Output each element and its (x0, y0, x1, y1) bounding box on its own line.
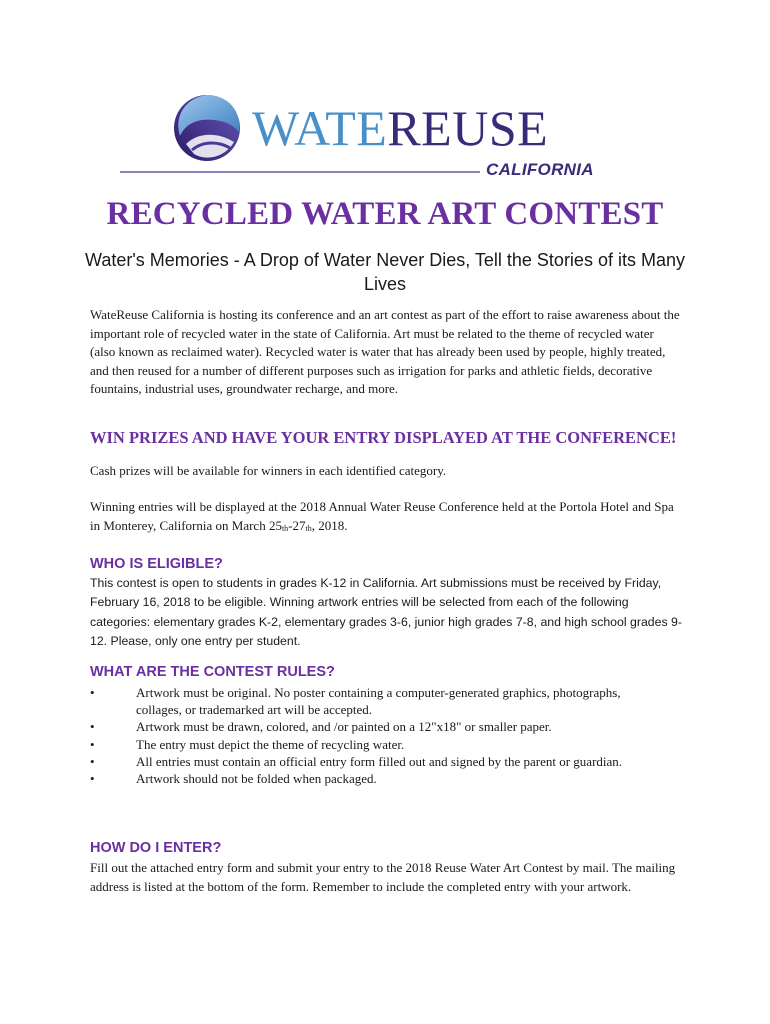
prizes-display-paragraph: Winning entries will be displayed at the 2018 Annual Water Reuse Conference held at the Portola Hotel and Spa in Monterey, California on March $25_{th}-27_{th}$, 2018. (90, 499, 674, 533)
page-title: RECYCLED WATER ART CONTEST (106, 196, 664, 232)
list-item: • Artwork must be original. No poster containing a computer-generated graphics, photographs, collages, or trademarked art will be accepted. (90, 685, 621, 718)
logo-wordmark: WATEREUSE (252, 100, 549, 156)
logo-divider (120, 171, 480, 173)
prizes-cash-paragraph: Cash prizes will be available for winners in each identified category. (90, 463, 447, 478)
bullet-icon: • (90, 736, 95, 752)
enter-paragraph: Fill out the attached entry form and submit your entry to the 2018 Reuse Water Art Contest by mail. The mailing address is listed at the bottom of the form. Remember to include the completed entry with your artwork. (90, 860, 676, 894)
bullet-icon: • (90, 685, 95, 700)
rules-heading: WHAT ARE THE CONTEST RULES? (90, 664, 335, 680)
bullet-icon: • (90, 771, 95, 787)
list-item: • All entries must contain an official entry form filled out and signed by the parent or guardian. (90, 753, 623, 769)
page-subtitle: Water's Memories - A Drop of Water Never Dies, Tell the Stories of its Many Lives (85, 250, 685, 294)
logo-subtitle: CALIFORNIA (486, 160, 594, 179)
eligible-heading: WHO IS ELIGIBLE? (90, 556, 223, 572)
bullet-icon: • (90, 753, 95, 769)
eligible-paragraph: This contest is open to students in grades K-12 in California. Art submissions must be received by Friday, February 16, 2018 to be eligible. Winning artwork entries will be selected from each of the following categories: elementary grades K-2, elementary grades 3-6, junior high grades 7-8, and high school grades 9-12. Please, only one entry per student. (90, 576, 682, 648)
bullet-icon: • (90, 719, 95, 735)
list-item: • Artwork must be drawn, colored, and /or painted on a 12"x18" or smaller paper. (90, 719, 552, 735)
enter-heading: HOW DO I ENTER? (90, 840, 222, 856)
intro-paragraph: WateReuse California is hosting its conference and an art contest as part of the effort to raise awareness about the important role of recycled water in the state of California. Art must be related to the theme of recycled water (also known as reclaimed water). Recycled water is water that has already been used by people, highly treated, and then reused for a number of different purposes such as irrigation for parks and athletic fields, decorative fountains, industrial uses, groundwater recharge, and more. (90, 307, 680, 396)
list-item: • The entry must depict the theme of recycling water. (90, 736, 405, 752)
water-drop-emblem-icon (172, 92, 242, 164)
rules-list (90, 684, 650, 787)
list-item: • Artwork should not be folded when packaged. (90, 771, 377, 787)
prizes-heading: WIN PRIZES AND HAVE YOUR ENTRY DISPLAYED AT THE CONFERENCE! (90, 428, 677, 447)
